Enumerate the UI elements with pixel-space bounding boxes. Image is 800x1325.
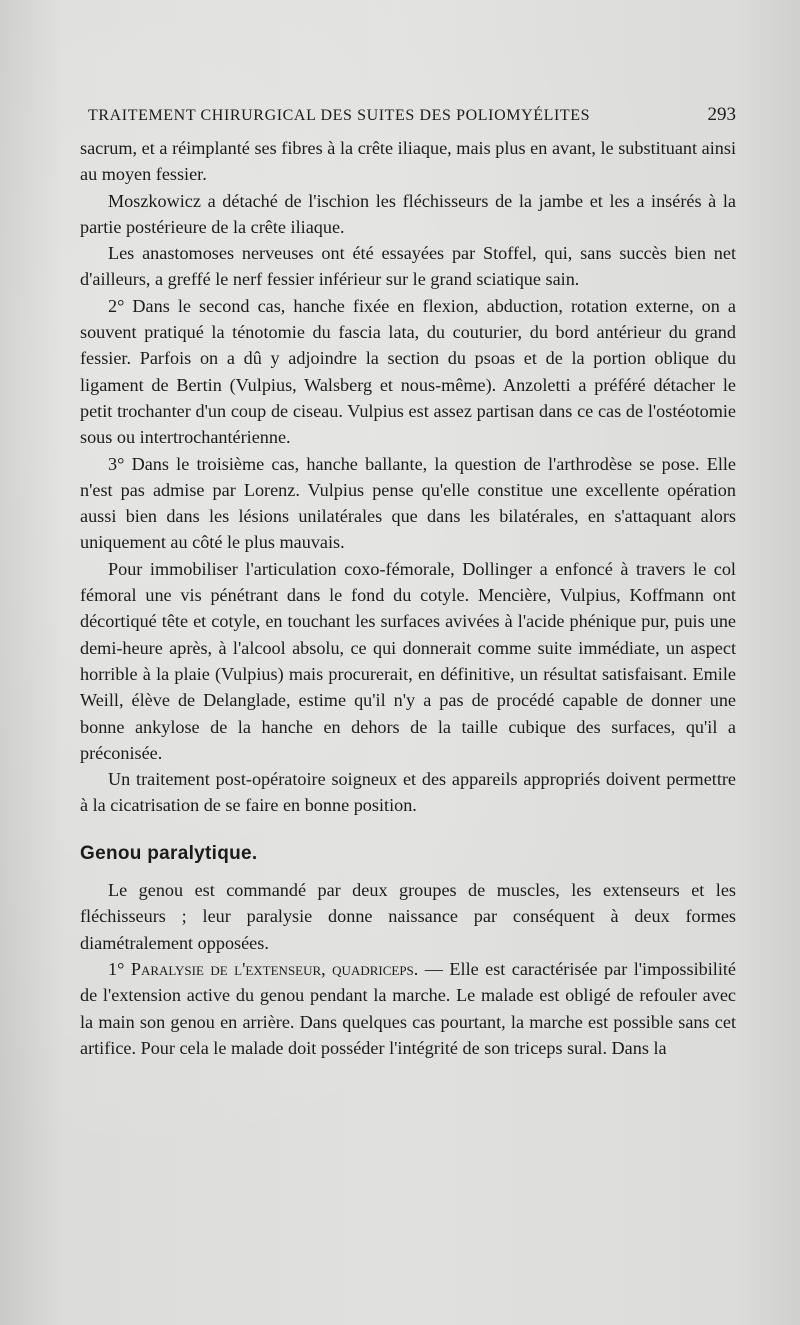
body-text <box>80 135 736 1061</box>
paragraph: 2° Dans le second cas, hanche fixée en flexion, abduction, rotation externe, on a souvent pratiqué la ténotomie du fascia lata, du couturier, du bord antérieur du grand fessier. Parfois on a dû y adjoindre la section du psoas et de la portion oblique du ligament de Bertin (Vulpius, Walsberg et nous-même). Anzoletti a préféré détacher le petit trochanter d'un coup de ciseau. Vulpius est assez partisan dans ce cas de l'ostéotomie sous ou intertrochantérienne. <box>80 295 736 448</box>
subsection-paragraph <box>80 956 736 1061</box>
paragraph: Moszkowicz a détaché de l'ischion les fléchisseurs de la jambe et les a insérés à la partie postérieure de la crête iliaque. <box>80 190 736 237</box>
subsection-title: Paralysie de l'extenseur, quadriceps. <box>130 958 419 979</box>
page-number: 293 <box>707 104 736 125</box>
paragraph: Les anastomoses nerveuses ont été essayées par Stoffel, qui, sans succès bien net d'ailleurs, a greffé le nerf fessier inférieur sur le grand sciatique sain. <box>80 243 736 290</box>
running-head <box>88 104 736 126</box>
subsection-text: — Elle est caractérisée par l'impossibilité de l'extension active du genou pendant la marche. Le malade est obligé de refouler avec la main son genou en arrière. Dans quelques cas pourtant, la marche est possible sans cet artifice. Pour cela le malade doit posséder l'intégrité de son triceps sural. Dans la <box>80 958 737 1058</box>
paragraph-continuation: sacrum, et a réimplanté ses fibres à la crête iliaque, mais plus en avant, le substituant ainsi au moyen fessier. <box>80 138 736 185</box>
paragraph: Le genou est commandé par deux groupes de muscles, les extenseurs et les fléchisseurs ; leur paralysie donne naissance par conséquent à deux formes diamétralement opposées. <box>80 880 736 953</box>
paragraph: Pour immobiliser l'articulation coxo-fémorale, Dollinger a enfoncé à travers le col fémoral une vis pénétrant dans le fond du cotyle. Mencière, Vulpius, Koffmann ont décortiqué tête et cotyle, en touchant les surfaces avivées à l'acide phénique pur, puis une demi-heure après, à l'alcool absolu, ce qui donnerait comme suite immédiate, un aspect horrible à la plaie (Vulpius) mais procurerait, en définitive, un résultat satisfaisant. Emile Weill, élève de Delanglade, estime qu'il n'y a pas de procédé capable de donner une bonne ankylose de la hanche en dehors de la taille cubique des surfaces, qu'il a préconisée. <box>80 558 736 763</box>
paragraph: 3° Dans le troisième cas, hanche ballante, la question de l'arthrodèse se pose. Elle n'est pas admise par Lorenz. Vulpius pense qu'elle constitue une excellente opération aussi bien dans les lésions unilatérales que dans les bilatérales, en s'attaquant alors uniquement au côté le plus mauvais. <box>80 453 736 553</box>
paragraph: Un traitement post-opératoire soigneux et des appareils appropriés doivent permettre à la cicatrisation de se faire en bonne position. <box>80 769 736 816</box>
subsection-number: 1° <box>108 958 125 979</box>
section-heading: Genou paralytique. <box>80 842 258 864</box>
running-title: TRAITEMENT CHIRURGICAL DES SUITES DES POLIOMYÉLITES <box>88 107 591 124</box>
